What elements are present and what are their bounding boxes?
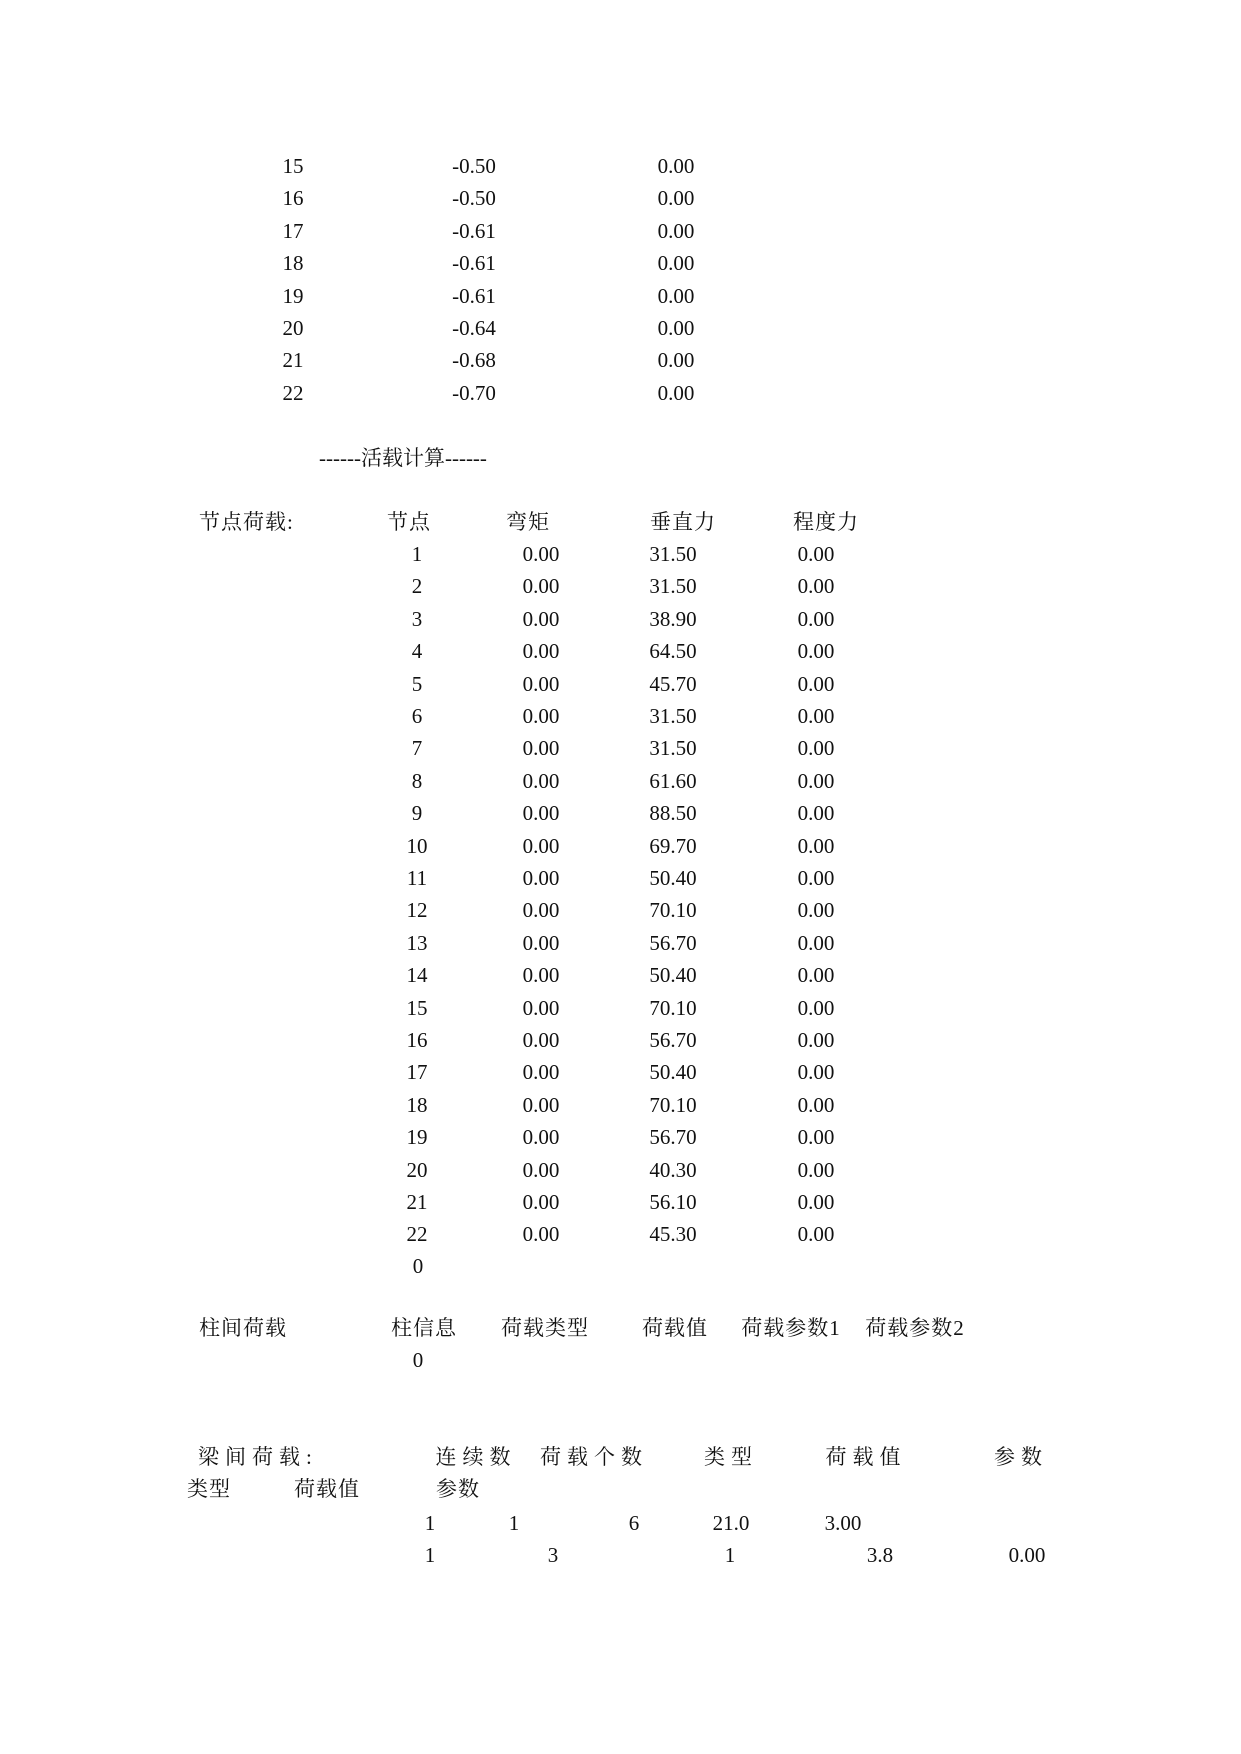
node-loads-cell: 0.00 <box>797 574 835 599</box>
node-loads-cell: 5 <box>411 671 423 696</box>
beam-loads-header-count: 荷载个数 <box>540 1445 648 1469</box>
node-loads-cell: 69.70 <box>649 833 697 858</box>
node-loads-cell: 20 <box>406 1157 428 1182</box>
node-loads-cell: 0.00 <box>797 1092 835 1117</box>
node-loads-cell: 0.00 <box>797 1028 835 1052</box>
top-table-cell: -0.68 <box>452 348 496 373</box>
node-loads-cell: 0.00 <box>522 833 560 858</box>
node-loads-cell: 0.00 <box>797 995 835 1020</box>
node-loads-cell: 12 <box>406 898 428 923</box>
node-loads-header-vertical: 垂直力 <box>650 510 716 534</box>
node-loads-cell: 31.50 <box>649 574 697 599</box>
node-loads-cell: 22 <box>406 1222 428 1247</box>
node-loads-header-moment: 弯矩 <box>506 510 550 534</box>
node-loads-cell: 0.00 <box>522 866 560 890</box>
node-loads-cell: 0.00 <box>797 639 835 664</box>
node-loads-cell: 4 <box>411 639 423 664</box>
node-loads-cell: 16 <box>406 1028 428 1052</box>
beam-loads-header-type: 类型 <box>704 1445 758 1469</box>
beam-loads-header2-value: 荷载值 <box>294 1477 360 1501</box>
node-loads-cell: 45.30 <box>649 1222 697 1247</box>
node-loads-cell: 0.00 <box>522 995 560 1020</box>
beam-loads-header2-param: 参数 <box>436 1477 480 1501</box>
node-loads-cell: 1 <box>411 542 423 566</box>
node-loads-cell: 0.00 <box>797 1157 835 1182</box>
node-loads-cell: 0.00 <box>797 963 835 988</box>
node-loads-cell: 0.00 <box>797 671 835 696</box>
beam-row1-cell: 21.0 <box>712 1511 750 1535</box>
top-table-cell: -0.61 <box>452 283 496 308</box>
top-table-cell: 16 <box>282 186 304 211</box>
node-loads-cell: 0.00 <box>522 1190 560 1214</box>
top-table-cell: 0.00 <box>657 154 695 178</box>
node-loads-cell: 13 <box>406 930 428 955</box>
node-loads-cell: 64.50 <box>649 639 697 664</box>
top-table-cell: -0.50 <box>452 186 496 211</box>
node-loads-header-node: 节点 <box>387 510 431 534</box>
node-loads-cell: 50.40 <box>649 866 697 890</box>
node-loads-cell: 9 <box>411 801 423 826</box>
node-loads-cell: 56.70 <box>649 1028 697 1052</box>
node-loads-cell: 50.40 <box>649 963 697 988</box>
node-loads-cell: 0.00 <box>522 930 560 955</box>
node-loads-cell: 0.00 <box>797 801 835 826</box>
node-loads-cell: 6 <box>411 704 423 728</box>
beam-loads-header-value: 荷载值 <box>825 1445 907 1469</box>
node-loads-cell: 0.00 <box>797 1060 835 1085</box>
node-loads-cell: 0.00 <box>522 574 560 599</box>
top-table-cell: 18 <box>282 251 304 276</box>
top-table-cell: 0.00 <box>657 348 695 373</box>
node-loads-cell: 0.00 <box>522 768 560 793</box>
node-loads-cell: 31.50 <box>649 736 697 761</box>
node-loads-cell: 0.00 <box>522 1028 560 1052</box>
node-loads-cell: 0.00 <box>522 606 560 631</box>
node-loads-cell: 70.10 <box>649 898 697 923</box>
column-loads-header-type: 荷载类型 <box>501 1316 589 1340</box>
node-loads-cell: 0.00 <box>522 704 560 728</box>
beam-loads-header-continuous: 连续数 <box>435 1445 517 1469</box>
column-loads-value: 0 <box>412 1348 424 1372</box>
node-loads-cell: 0.00 <box>797 866 835 890</box>
node-loads-cell: 8 <box>411 768 423 793</box>
beam-row2-cell: 3 <box>547 1543 559 1567</box>
beam-row1-cell: 1 <box>508 1511 520 1535</box>
node-loads-label: 节点荷载: <box>199 510 294 534</box>
node-loads-cell: 0.00 <box>797 1190 835 1214</box>
node-loads-cell: 11 <box>406 866 428 890</box>
top-table-cell: -0.50 <box>452 154 496 178</box>
node-loads-cell: 88.50 <box>649 801 697 826</box>
node-loads-cell: 0.00 <box>797 768 835 793</box>
beam-row1-cell: 1 <box>424 1511 436 1535</box>
node-loads-cell: 0.00 <box>522 542 560 566</box>
node-loads-cell: 0.00 <box>522 736 560 761</box>
node-loads-cell: 0.00 <box>522 639 560 664</box>
node-loads-cell: 45.70 <box>649 671 697 696</box>
node-loads-cell: 3 <box>411 606 423 631</box>
beam-row1-cell: 3.00 <box>824 1511 862 1535</box>
node-loads-cell: 70.10 <box>649 995 697 1020</box>
node-loads-cell: 0.00 <box>797 704 835 728</box>
top-table-cell: 17 <box>282 218 304 243</box>
node-loads-cell: 0.00 <box>522 671 560 696</box>
node-loads-cell: 0.00 <box>797 736 835 761</box>
beam-row2-cell: 3.8 <box>866 1543 894 1567</box>
node-loads-cell: 0.00 <box>522 1092 560 1117</box>
node-loads-cell: 50.40 <box>649 1060 697 1085</box>
node-loads-cell: 2 <box>411 574 423 599</box>
top-table-cell: 0.00 <box>657 251 695 276</box>
node-loads-cell: 56.10 <box>649 1190 697 1214</box>
top-table-cell: 21 <box>282 348 304 373</box>
beam-loads-header-param: 参数 <box>994 1445 1048 1469</box>
node-loads-cell: 0.00 <box>797 833 835 858</box>
beam-loads-label: 梁间荷载: <box>198 1445 318 1469</box>
node-loads-cell: 0.00 <box>797 1125 835 1150</box>
top-table-cell: 22 <box>282 380 304 405</box>
column-loads-header-info: 柱信息 <box>391 1316 457 1340</box>
node-loads-cell: 21 <box>406 1190 428 1214</box>
node-loads-header-horizontal: 程度力 <box>793 510 859 534</box>
node-loads-cell: 0.00 <box>522 1125 560 1150</box>
top-table-cell: -0.61 <box>452 218 496 243</box>
node-loads-cell: 61.60 <box>649 768 697 793</box>
column-loads-header-value: 荷载值 <box>642 1316 708 1340</box>
top-table-cell: 0.00 <box>657 218 695 243</box>
node-loads-trailing-value: 0 <box>412 1254 424 1278</box>
top-table-cell: 0.00 <box>657 380 695 405</box>
node-loads-cell: 14 <box>406 963 428 988</box>
node-loads-cell: 0.00 <box>522 801 560 826</box>
node-loads-cell: 56.70 <box>649 930 697 955</box>
node-loads-cell: 10 <box>406 833 428 858</box>
top-table-cell: -0.70 <box>452 380 496 405</box>
top-table-cell: 0.00 <box>657 283 695 308</box>
section-title: ------活载计算------ <box>319 446 487 470</box>
node-loads-cell: 0.00 <box>522 1157 560 1182</box>
beam-row2-cell: 1 <box>424 1543 436 1567</box>
node-loads-cell: 0.00 <box>797 898 835 923</box>
beam-row2-cell: 0.00 <box>1008 1543 1046 1567</box>
column-loads-header-param2: 荷载参数2 <box>865 1316 965 1340</box>
node-loads-cell: 0.00 <box>522 963 560 988</box>
column-loads-label: 柱间荷载 <box>199 1316 287 1340</box>
node-loads-cell: 31.50 <box>649 542 697 566</box>
node-loads-cell: 0.00 <box>797 930 835 955</box>
node-loads-cell: 0.00 <box>797 542 835 566</box>
node-loads-cell: 0.00 <box>522 898 560 923</box>
node-loads-cell: 56.70 <box>649 1125 697 1150</box>
node-loads-cell: 0.00 <box>797 606 835 631</box>
top-table-cell: 0.00 <box>657 316 695 340</box>
column-loads-header-param1: 荷载参数1 <box>741 1316 841 1340</box>
node-loads-cell: 7 <box>411 736 423 761</box>
top-table-cell: -0.64 <box>452 316 496 340</box>
node-loads-cell: 70.10 <box>649 1092 697 1117</box>
node-loads-cell: 38.90 <box>649 606 697 631</box>
top-table-cell: 20 <box>282 316 304 340</box>
node-loads-cell: 40.30 <box>649 1157 697 1182</box>
node-loads-cell: 0.00 <box>522 1222 560 1247</box>
top-table-cell: 19 <box>282 283 304 308</box>
beam-loads-header2-type: 类型 <box>187 1477 231 1501</box>
node-loads-cell: 17 <box>406 1060 428 1085</box>
node-loads-cell: 15 <box>406 995 428 1020</box>
node-loads-cell: 18 <box>406 1092 428 1117</box>
top-table-cell: -0.61 <box>452 251 496 276</box>
top-table-cell: 0.00 <box>657 186 695 211</box>
top-table-cell: 15 <box>282 154 304 178</box>
beam-row1-cell: 6 <box>628 1511 640 1535</box>
beam-row2-cell: 1 <box>724 1543 736 1567</box>
node-loads-cell: 0.00 <box>522 1060 560 1085</box>
node-loads-cell: 19 <box>406 1125 428 1150</box>
node-loads-cell: 0.00 <box>797 1222 835 1247</box>
node-loads-cell: 31.50 <box>649 704 697 728</box>
